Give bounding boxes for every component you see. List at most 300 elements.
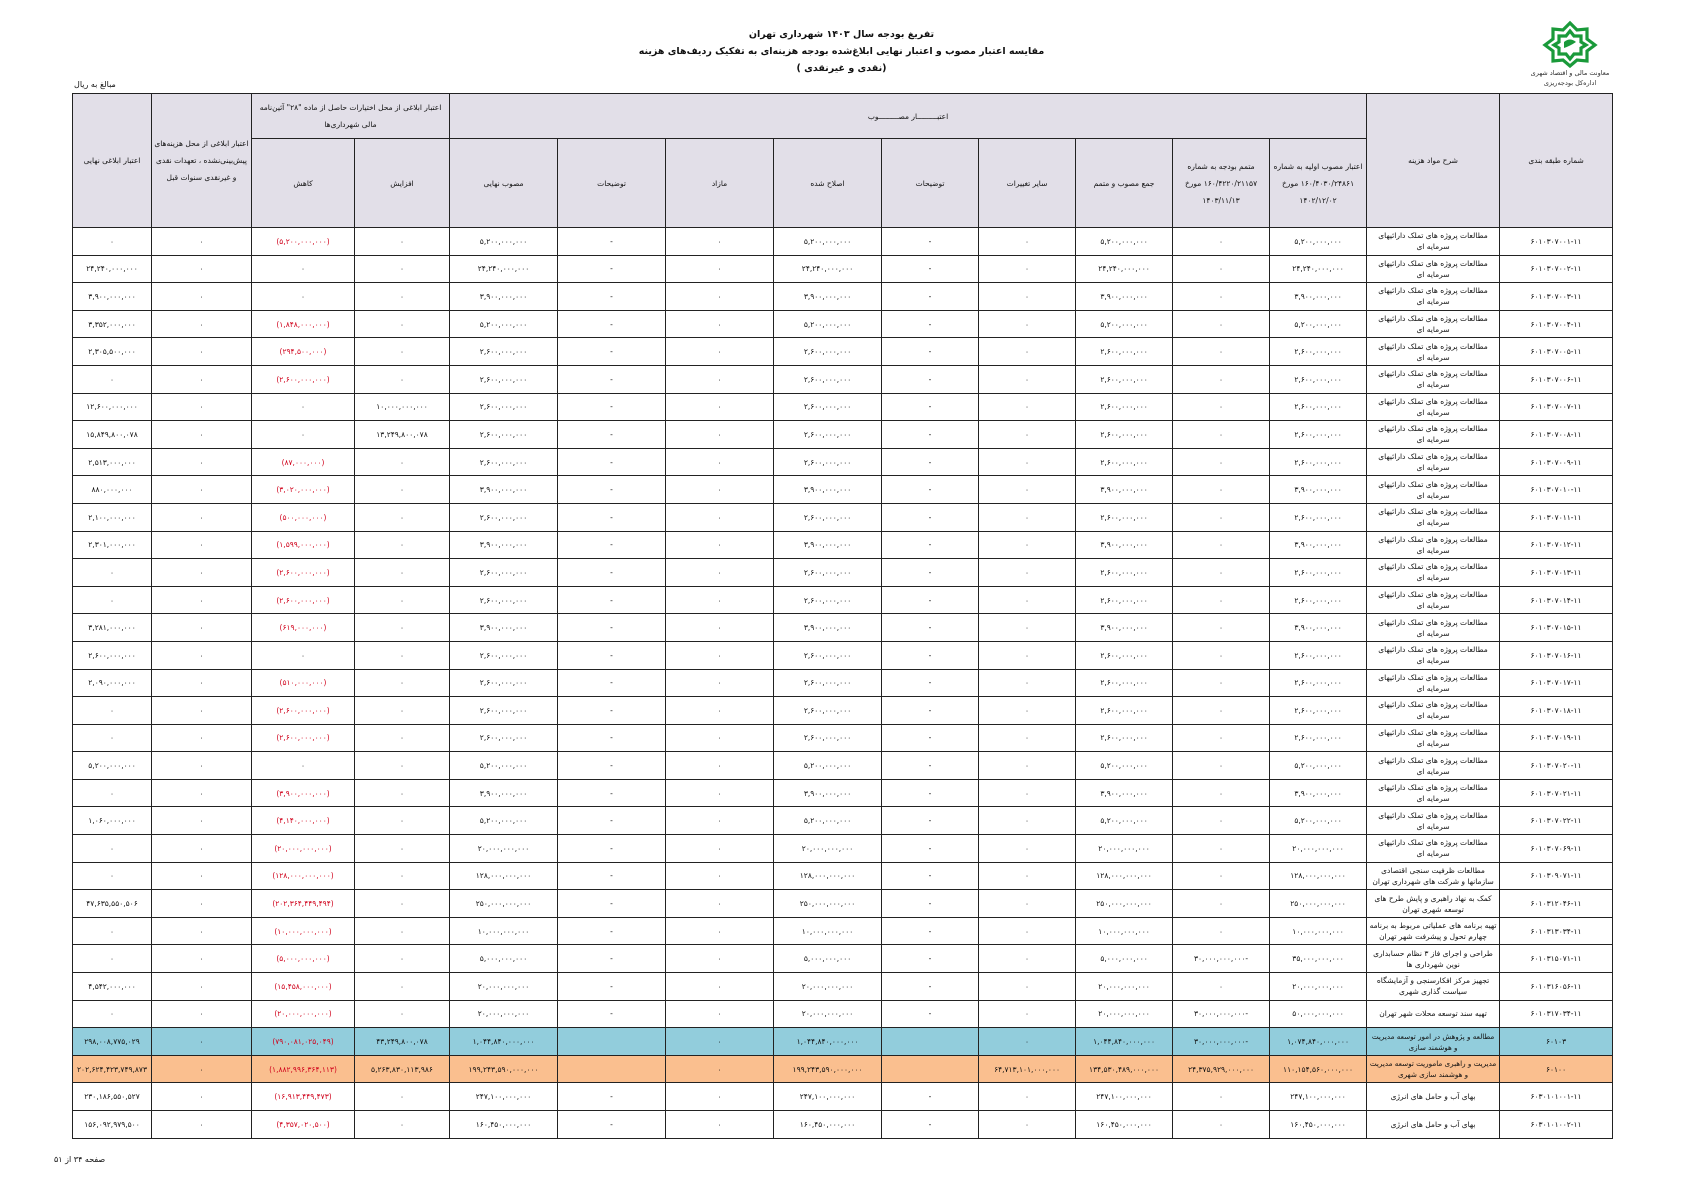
- cell-unforeseen: ۰: [152, 614, 252, 642]
- cell-initial-approved: ۲,۶۰۰,۰۰۰,۰۰۰: [1270, 365, 1367, 393]
- cell-initial-approved: ۱۱۰,۱۵۴,۵۶۰,۰۰۰,۰۰۰: [1270, 1055, 1367, 1083]
- cell-notes-1: -: [882, 448, 979, 476]
- cell-unforeseen: ۰: [152, 973, 252, 1001]
- cell-notes-1: -: [882, 503, 979, 531]
- cell-supplement: ۰: [1173, 586, 1270, 614]
- cell-final-notified: ۲,۳۰۵,۵۰۰,۰۰۰: [73, 338, 152, 366]
- table-row: [73, 1083, 1613, 1111]
- cell-final-approved: ۵,۲۰۰,۰۰۰,۰۰۰: [450, 807, 558, 835]
- cell-initial-approved: ۳,۹۰۰,۰۰۰,۰۰۰: [1270, 614, 1367, 642]
- cell-surplus: ۰: [666, 945, 774, 973]
- cell-final-approved: ۲,۶۰۰,۰۰۰,۰۰۰: [450, 393, 558, 421]
- cell-notes-2: -: [558, 448, 666, 476]
- cell-final-notified: ۰: [73, 228, 152, 256]
- col-sum-approved-supplement: جمع مصوب و متمم: [1076, 139, 1173, 228]
- cell-unforeseen: ۰: [152, 945, 252, 973]
- total-row: [73, 1055, 1613, 1083]
- cell-final-approved: ۲,۶۰۰,۰۰۰,۰۰۰: [450, 697, 558, 725]
- cell-decrease: (۴,۳۵۷,۰۲۰,۵۰۰): [252, 1111, 355, 1139]
- cell-supplement: ۰: [1173, 779, 1270, 807]
- cell-supplement: ۰: [1173, 338, 1270, 366]
- cell-sum: ۲۰,۰۰۰,۰۰۰,۰۰۰: [1076, 835, 1173, 863]
- cell-supplement: ۰: [1173, 228, 1270, 256]
- cell-notes-1: -: [882, 779, 979, 807]
- cell-increase: ۰: [355, 890, 450, 918]
- cell-increase: ۰: [355, 586, 450, 614]
- cell-notes-2: -: [558, 807, 666, 835]
- cell-decrease: (۲۰۲,۳۶۴,۴۴۹,۴۹۴): [252, 890, 355, 918]
- cell-supplement: ۰: [1173, 973, 1270, 1001]
- cell-notes-1: -: [882, 421, 979, 449]
- cell-surplus: ۰: [666, 448, 774, 476]
- cell-code: ۶۰۱۰۳۰۷۰۰۷-۱۱: [1500, 393, 1613, 421]
- cell-surplus: ۰: [666, 559, 774, 587]
- cell-supplement: ۰: [1173, 614, 1270, 642]
- col-decrease: کاهش: [252, 139, 355, 228]
- cell-increase: ۰: [355, 338, 450, 366]
- cell-notes-1: -: [882, 1000, 979, 1028]
- cell-other-changes: ۶۴,۷۱۳,۱۰۱,۰۰۰,۰۰۰: [979, 1055, 1076, 1083]
- cell-unforeseen: ۰: [152, 503, 252, 531]
- cell-code: ۶۰۱۰۳۰۷۰۰۳-۱۱: [1500, 283, 1613, 311]
- cell-decrease: (۳,۹۰۰,۰۰۰,۰۰۰): [252, 779, 355, 807]
- cell-notes-1: -: [882, 393, 979, 421]
- cell-supplement: ۰: [1173, 697, 1270, 725]
- cell-final-notified: ۲,۵۱۳,۰۰۰,۰۰۰: [73, 448, 152, 476]
- cell-final-notified: ۲۳۰,۱۸۶,۵۵۰,۵۲۷: [73, 1083, 152, 1111]
- cell-decrease: (۱۲۸,۰۰۰,۰۰۰,۰۰۰): [252, 862, 355, 890]
- cell-revised: ۲,۶۰۰,۰۰۰,۰۰۰: [774, 365, 882, 393]
- cell-sum: ۱۰,۰۰۰,۰۰۰,۰۰۰: [1076, 917, 1173, 945]
- cell-code: ۶۰۱۰۳۰۷۰۱۸-۱۱: [1500, 697, 1613, 725]
- cell-decrease: ۰: [252, 255, 355, 283]
- cell-final-notified: ۰: [73, 724, 152, 752]
- cell-sum: ۲,۶۰۰,۰۰۰,۰۰۰: [1076, 586, 1173, 614]
- cell-decrease: (۲,۶۰۰,۰۰۰,۰۰۰): [252, 365, 355, 393]
- cell-notes-2: [558, 1028, 666, 1056]
- table-row: [73, 1111, 1613, 1139]
- table-row: [73, 503, 1613, 531]
- cell-initial-approved: ۲,۶۰۰,۰۰۰,۰۰۰: [1270, 641, 1367, 669]
- cell-supplement: -۳۰,۰۰۰,۰۰۰,۰۰۰: [1173, 1000, 1270, 1028]
- cell-surplus: ۰: [666, 724, 774, 752]
- cell-description: مطالعات پروژه های تملک دارائیهای سرمایه ای: [1367, 228, 1500, 256]
- cell-increase: ۰: [355, 531, 450, 559]
- cell-decrease: (۲۰,۰۰۰,۰۰۰,۰۰۰): [252, 835, 355, 863]
- cell-final-notified: ۰: [73, 586, 152, 614]
- cell-revised: ۵,۲۰۰,۰۰۰,۰۰۰: [774, 752, 882, 780]
- cell-final-notified: ۲,۶۰۰,۰۰۰,۰۰۰: [73, 641, 152, 669]
- cell-final-notified: ۲۰۲,۶۲۴,۴۲۳,۷۴۹,۸۷۳: [73, 1055, 152, 1083]
- cell-surplus: ۰: [666, 890, 774, 918]
- cell-description: مطالعات پروژه های تملک دارائیهای سرمایه ای: [1367, 779, 1500, 807]
- cell-decrease: (۵,۲۰۰,۰۰۰,۰۰۰): [252, 228, 355, 256]
- cell-notes-2: -: [558, 752, 666, 780]
- cell-decrease: (۶۱۹,۰۰۰,۰۰۰): [252, 614, 355, 642]
- cell-unforeseen: ۰: [152, 724, 252, 752]
- cell-description: مطالعات پروژه های تملک دارائیهای سرمایه ای: [1367, 531, 1500, 559]
- cell-supplement: ۰: [1173, 448, 1270, 476]
- cell-other-changes: ۰: [979, 1000, 1076, 1028]
- cell-initial-approved: ۳,۹۰۰,۰۰۰,۰۰۰: [1270, 283, 1367, 311]
- cell-surplus: ۰: [666, 1000, 774, 1028]
- cell-notes-2: -: [558, 559, 666, 587]
- cell-final-notified: ۰: [73, 559, 152, 587]
- cell-increase: ۰: [355, 1083, 450, 1111]
- cell-increase: ۰: [355, 752, 450, 780]
- col-increase: افزایش: [355, 139, 450, 228]
- cell-initial-approved: ۲۰,۰۰۰,۰۰۰,۰۰۰: [1270, 835, 1367, 863]
- cell-decrease: (۵,۰۰۰,۰۰۰,۰۰۰): [252, 945, 355, 973]
- cell-initial-approved: ۵,۲۰۰,۰۰۰,۰۰۰: [1270, 228, 1367, 256]
- cell-unforeseen: ۰: [152, 255, 252, 283]
- cell-notes-2: -: [558, 228, 666, 256]
- cell-notes-1: -: [882, 835, 979, 863]
- cell-notes-2: -: [558, 641, 666, 669]
- cell-final-approved: ۳,۹۰۰,۰۰۰,۰۰۰: [450, 283, 558, 311]
- cell-initial-approved: ۲,۶۰۰,۰۰۰,۰۰۰: [1270, 559, 1367, 587]
- cell-notes-1: -: [882, 228, 979, 256]
- cell-supplement: ۰: [1173, 752, 1270, 780]
- cell-increase: ۰: [355, 228, 450, 256]
- table-row: [73, 559, 1613, 587]
- cell-final-notified: ۸۸۰,۰۰۰,۰۰۰: [73, 476, 152, 504]
- cell-notes-1: -: [882, 255, 979, 283]
- cell-initial-approved: ۲,۶۰۰,۰۰۰,۰۰۰: [1270, 448, 1367, 476]
- cell-supplement: ۰: [1173, 862, 1270, 890]
- cell-supplement: ۰: [1173, 255, 1270, 283]
- cell-notes-2: -: [558, 945, 666, 973]
- table-row: [73, 973, 1613, 1001]
- cell-description: مطالعات پروژه های تملک دارائیهای سرمایه ای: [1367, 752, 1500, 780]
- cell-revised: ۲۰,۰۰۰,۰۰۰,۰۰۰: [774, 973, 882, 1001]
- cell-description: مطالعات پروژه های تملک دارائیهای سرمایه ای: [1367, 669, 1500, 697]
- cell-revised: ۲,۶۰۰,۰۰۰,۰۰۰: [774, 586, 882, 614]
- cell-supplement: ۰: [1173, 310, 1270, 338]
- table-row: [73, 835, 1613, 863]
- cell-unforeseen: ۰: [152, 393, 252, 421]
- cell-other-changes: ۰: [979, 614, 1076, 642]
- cell-sum: ۲,۶۰۰,۰۰۰,۰۰۰: [1076, 338, 1173, 366]
- cell-decrease: (۱۰,۰۰۰,۰۰۰,۰۰۰): [252, 917, 355, 945]
- cell-surplus: ۰: [666, 586, 774, 614]
- cell-other-changes: ۰: [979, 476, 1076, 504]
- table-row: [73, 393, 1613, 421]
- cell-surplus: ۰: [666, 917, 774, 945]
- cell-notes-1: -: [882, 283, 979, 311]
- cell-increase: ۰: [355, 917, 450, 945]
- cell-notes-2: -: [558, 1111, 666, 1139]
- table-row: [73, 614, 1613, 642]
- cell-code: ۶۰۱۰۳۰۷۰۰۸-۱۱: [1500, 421, 1613, 449]
- cell-revised: ۲,۶۰۰,۰۰۰,۰۰۰: [774, 448, 882, 476]
- cell-initial-approved: ۱,۰۷۴,۸۴۰,۰۰۰,۰۰۰: [1270, 1028, 1367, 1056]
- cell-sum: ۲,۶۰۰,۰۰۰,۰۰۰: [1076, 365, 1173, 393]
- cell-unforeseen: ۰: [152, 476, 252, 504]
- cell-final-approved: ۲,۶۰۰,۰۰۰,۰۰۰: [450, 641, 558, 669]
- cell-final-approved: ۵,۲۰۰,۰۰۰,۰۰۰: [450, 310, 558, 338]
- cell-code: ۶۰۱۰۳۰۷۰۱۲-۱۱: [1500, 531, 1613, 559]
- cell-notes-2: -: [558, 476, 666, 504]
- col-code: شماره طبقه بندی: [1500, 94, 1613, 228]
- cell-increase: ۰: [355, 945, 450, 973]
- report-title: [0, 26, 1683, 77]
- cell-notes-1: -: [882, 669, 979, 697]
- cell-decrease: (۱,۸۸۲,۹۹۶,۳۶۴,۱۱۳): [252, 1055, 355, 1083]
- cell-notes-2: -: [558, 283, 666, 311]
- cell-sum: ۳,۹۰۰,۰۰۰,۰۰۰: [1076, 779, 1173, 807]
- cell-code: ۶۰۱۰۳۰۷۰۲۱-۱۱: [1500, 779, 1613, 807]
- table-row: [73, 669, 1613, 697]
- table-row: [73, 862, 1613, 890]
- cell-notes-2: -: [558, 917, 666, 945]
- cell-description: مطالعات پروژه های تملک دارائیهای سرمایه ای: [1367, 724, 1500, 752]
- cell-other-changes: ۰: [979, 559, 1076, 587]
- col-supplement: متمم بودجه به شماره ۱۶۰/۴۲۲۰/۲۱۱۵۷ مورخ ۱۴۰۳/۱۱/۱۳: [1173, 139, 1270, 228]
- cell-final-notified: ۴۷,۶۳۵,۵۵۰,۵۰۶: [73, 890, 152, 918]
- cell-other-changes: ۰: [979, 586, 1076, 614]
- cell-initial-approved: ۱۰,۰۰۰,۰۰۰,۰۰۰: [1270, 917, 1367, 945]
- cell-increase: ۰: [355, 614, 450, 642]
- cell-code: ۶۰۱۰۳۰۷۰۱۰-۱۱: [1500, 476, 1613, 504]
- cell-code: ۶۰۱۰۳۰۷۰۰۲-۱۱: [1500, 255, 1613, 283]
- cell-supplement: ۲۴,۳۷۵,۹۲۹,۰۰۰,۰۰۰: [1173, 1055, 1270, 1083]
- cell-sum: ۵,۰۰۰,۰۰۰,۰۰۰: [1076, 945, 1173, 973]
- cell-notes-2: -: [558, 890, 666, 918]
- cell-final-notified: ۴,۵۴۲,۰۰۰,۰۰۰: [73, 973, 152, 1001]
- cell-sum: ۳,۹۰۰,۰۰۰,۰۰۰: [1076, 614, 1173, 642]
- cell-final-approved: ۲,۶۰۰,۰۰۰,۰۰۰: [450, 724, 558, 752]
- cell-decrease: ۰: [252, 283, 355, 311]
- cell-final-approved: ۲۰,۰۰۰,۰۰۰,۰۰۰: [450, 973, 558, 1001]
- cell-unforeseen: ۰: [152, 531, 252, 559]
- cell-revised: ۲,۶۰۰,۰۰۰,۰۰۰: [774, 724, 882, 752]
- cell-code: ۶۰۱۰۳۰۷۰۰۵-۱۱: [1500, 338, 1613, 366]
- cell-notes-2: -: [558, 1000, 666, 1028]
- cell-code: ۶۰۱۰۳۱۵۰۷۱-۱۱: [1500, 945, 1613, 973]
- cell-notes-2: -: [558, 255, 666, 283]
- cell-revised: ۵,۲۰۰,۰۰۰,۰۰۰: [774, 310, 882, 338]
- cell-description: مطالعات پروژه های تملک دارائیهای سرمایه ای: [1367, 283, 1500, 311]
- col-initial-approved: اعتبار مصوب اولیه به شماره ۱۶۰/۴۰۳۰/۲۴۸۶۱ مورخ ۱۴۰۲/۱۲/۰۲: [1270, 139, 1367, 228]
- cell-supplement: ۰: [1173, 835, 1270, 863]
- cell-code: ۶۰۱۰۰: [1500, 1055, 1613, 1083]
- cell-final-approved: ۱,۰۴۴,۸۴۰,۰۰۰,۰۰۰: [450, 1028, 558, 1056]
- table-row: [73, 890, 1613, 918]
- cell-final-notified: ۰: [73, 862, 152, 890]
- cell-sum: ۲,۶۰۰,۰۰۰,۰۰۰: [1076, 448, 1173, 476]
- cell-notes-2: -: [558, 779, 666, 807]
- cell-increase: ۰: [355, 807, 450, 835]
- cell-decrease: ۰: [252, 641, 355, 669]
- cell-sum: ۲,۶۰۰,۰۰۰,۰۰۰: [1076, 503, 1173, 531]
- cell-sum: ۳,۹۰۰,۰۰۰,۰۰۰: [1076, 283, 1173, 311]
- cell-sum: ۲,۶۰۰,۰۰۰,۰۰۰: [1076, 559, 1173, 587]
- cell-increase: ۰: [355, 1111, 450, 1139]
- cell-surplus: ۰: [666, 283, 774, 311]
- cell-supplement: ۰: [1173, 890, 1270, 918]
- cell-notes-1: -: [882, 862, 979, 890]
- cell-unforeseen: ۰: [152, 641, 252, 669]
- cell-revised: ۱۹۹,۲۴۳,۵۹۰,۰۰۰,۰۰۰: [774, 1055, 882, 1083]
- cell-description: مطالعات ظرفیت سنجی اقتصادی سازمانها و شرکت های شهرداری تهران: [1367, 862, 1500, 890]
- table-row: [73, 476, 1613, 504]
- cell-notes-2: -: [558, 862, 666, 890]
- cell-code: ۶۰۱۰۳۱۲۰۴۶-۱۱: [1500, 890, 1613, 918]
- cell-initial-approved: ۵,۲۰۰,۰۰۰,۰۰۰: [1270, 310, 1367, 338]
- cell-final-notified: ۰: [73, 779, 152, 807]
- cell-code: ۶۰۳۰۱۰۱۰۰۱-۱۱: [1500, 1083, 1613, 1111]
- cell-increase: ۰: [355, 641, 450, 669]
- cell-other-changes: ۰: [979, 973, 1076, 1001]
- cell-surplus: ۰: [666, 310, 774, 338]
- cell-decrease: (۱۶,۹۱۳,۴۴۹,۴۷۳): [252, 1083, 355, 1111]
- cell-notes-2: -: [558, 669, 666, 697]
- cell-sum: ۵,۲۰۰,۰۰۰,۰۰۰: [1076, 310, 1173, 338]
- cell-increase: ۱۳,۲۴۹,۸۰۰,۰۷۸: [355, 421, 450, 449]
- table-row: [73, 1000, 1613, 1028]
- cell-final-approved: ۲۰,۰۰۰,۰۰۰,۰۰۰: [450, 835, 558, 863]
- cell-notes-1: -: [882, 365, 979, 393]
- title-line-3: (نقدی و غیرنقدی ): [796, 63, 887, 74]
- cell-final-approved: ۳,۹۰۰,۰۰۰,۰۰۰: [450, 779, 558, 807]
- cell-description: مطالعات پروژه های تملک دارائیهای سرمایه ای: [1367, 255, 1500, 283]
- cell-initial-approved: ۵۰,۰۰۰,۰۰۰,۰۰۰: [1270, 1000, 1367, 1028]
- cell-surplus: ۰: [666, 421, 774, 449]
- cell-final-notified: ۰: [73, 945, 152, 973]
- cell-final-notified: ۲,۰۹۰,۰۰۰,۰۰۰: [73, 669, 152, 697]
- cell-description: مطالعات پروژه های تملک دارائیهای سرمایه ای: [1367, 559, 1500, 587]
- cell-final-approved: ۲,۶۰۰,۰۰۰,۰۰۰: [450, 669, 558, 697]
- cell-notes-1: -: [882, 531, 979, 559]
- cell-revised: ۵,۲۰۰,۰۰۰,۰۰۰: [774, 228, 882, 256]
- cell-notes-2: -: [558, 835, 666, 863]
- cell-increase: ۰: [355, 835, 450, 863]
- cell-other-changes: ۰: [979, 1028, 1076, 1056]
- cell-other-changes: ۰: [979, 835, 1076, 863]
- cell-description: مدیریت و راهبری ماموریت توسعه مدیریت و هوشمند سازی شهری: [1367, 1055, 1500, 1083]
- cell-surplus: ۰: [666, 1028, 774, 1056]
- cell-unforeseen: ۰: [152, 890, 252, 918]
- col-group-approved: اعتبـــــــــار مصـــــــــوب: [450, 94, 1367, 139]
- cell-sum: ۲۰,۰۰۰,۰۰۰,۰۰۰: [1076, 1000, 1173, 1028]
- cell-supplement: -۳۰,۰۰۰,۰۰۰,۰۰۰: [1173, 1028, 1270, 1056]
- cell-increase: ۰: [355, 559, 450, 587]
- cell-sum: ۲,۶۰۰,۰۰۰,۰۰۰: [1076, 421, 1173, 449]
- cell-increase: ۰: [355, 1000, 450, 1028]
- cell-revised: ۲,۶۰۰,۰۰۰,۰۰۰: [774, 641, 882, 669]
- cell-initial-approved: ۲۰,۰۰۰,۰۰۰,۰۰۰: [1270, 973, 1367, 1001]
- cell-sum: ۵,۲۰۰,۰۰۰,۰۰۰: [1076, 807, 1173, 835]
- cell-sum: ۲۵۰,۰۰۰,۰۰۰,۰۰۰: [1076, 890, 1173, 918]
- cell-final-approved: ۲,۶۰۰,۰۰۰,۰۰۰: [450, 586, 558, 614]
- cell-surplus: ۰: [666, 614, 774, 642]
- cell-final-approved: ۳,۹۰۰,۰۰۰,۰۰۰: [450, 476, 558, 504]
- cell-unforeseen: ۰: [152, 752, 252, 780]
- cell-unforeseen: ۰: [152, 835, 252, 863]
- cell-supplement: ۰: [1173, 283, 1270, 311]
- cell-initial-approved: ۲,۶۰۰,۰۰۰,۰۰۰: [1270, 697, 1367, 725]
- cell-revised: ۳,۹۰۰,۰۰۰,۰۰۰: [774, 614, 882, 642]
- table-row: [73, 917, 1613, 945]
- cell-final-approved: ۱۲۸,۰۰۰,۰۰۰,۰۰۰: [450, 862, 558, 890]
- cell-sum: ۳,۹۰۰,۰۰۰,۰۰۰: [1076, 476, 1173, 504]
- cell-final-notified: ۰: [73, 1000, 152, 1028]
- cell-sum: ۳,۹۰۰,۰۰۰,۰۰۰: [1076, 531, 1173, 559]
- cell-surplus: ۰: [666, 365, 774, 393]
- cell-code: ۶۰۱۰۳۰۷۰۰۱-۱۱: [1500, 228, 1613, 256]
- cell-unforeseen: ۰: [152, 1055, 252, 1083]
- cell-revised: ۲۰,۰۰۰,۰۰۰,۰۰۰: [774, 1000, 882, 1028]
- cell-final-approved: ۲۰,۰۰۰,۰۰۰,۰۰۰: [450, 1000, 558, 1028]
- cell-description: مطالعات پروژه های تملک دارائیهای سرمایه ای: [1367, 807, 1500, 835]
- cell-other-changes: ۰: [979, 421, 1076, 449]
- cell-surplus: ۰: [666, 531, 774, 559]
- cell-final-approved: ۵,۰۰۰,۰۰۰,۰۰۰: [450, 945, 558, 973]
- cell-revised: ۳,۹۰۰,۰۰۰,۰۰۰: [774, 779, 882, 807]
- cell-code: ۶۰۱۰۳۱۳۰۳۴-۱۱: [1500, 917, 1613, 945]
- cell-initial-approved: ۱۶۰,۴۵۰,۰۰۰,۰۰۰: [1270, 1111, 1367, 1139]
- cell-surplus: ۰: [666, 503, 774, 531]
- cell-increase: ۰: [355, 310, 450, 338]
- cell-revised: ۱,۰۴۴,۸۴۰,۰۰۰,۰۰۰: [774, 1028, 882, 1056]
- cell-decrease: (۱۵,۴۵۸,۰۰۰,۰۰۰): [252, 973, 355, 1001]
- cell-other-changes: ۰: [979, 1083, 1076, 1111]
- cell-revised: ۲,۶۰۰,۰۰۰,۰۰۰: [774, 669, 882, 697]
- cell-supplement: ۰: [1173, 917, 1270, 945]
- cell-revised: ۳,۹۰۰,۰۰۰,۰۰۰: [774, 283, 882, 311]
- cell-notes-1: [882, 1028, 979, 1056]
- cell-notes-1: -: [882, 890, 979, 918]
- cell-unforeseen: ۰: [152, 310, 252, 338]
- cell-code: ۶۰۱۰۳۰۷۰۲۲-۱۱: [1500, 807, 1613, 835]
- col-final-approved: مصوب نهایی: [450, 139, 558, 228]
- cell-increase: ۱۰,۰۰۰,۰۰۰,۰۰۰: [355, 393, 450, 421]
- cell-unforeseen: ۰: [152, 1000, 252, 1028]
- table-row: [73, 228, 1613, 256]
- cell-final-notified: ۱۵۶,۰۹۲,۹۷۹,۵۰۰: [73, 1111, 152, 1139]
- cell-decrease: (۷۹۰,۰۸۱,۰۲۵,۰۴۹): [252, 1028, 355, 1056]
- cell-final-notified: ۲,۳۰۱,۰۰۰,۰۰۰: [73, 531, 152, 559]
- cell-other-changes: ۰: [979, 669, 1076, 697]
- cell-increase: ۰: [355, 448, 450, 476]
- cell-description: طراحی و اجرای فاز ۳ نظام حسابداری نوین شهرداری ها: [1367, 945, 1500, 973]
- cell-increase: ۰: [355, 697, 450, 725]
- cell-description: مطالعات پروژه های تملک دارائیهای سرمایه ای: [1367, 586, 1500, 614]
- cell-other-changes: ۰: [979, 890, 1076, 918]
- cell-other-changes: ۰: [979, 752, 1076, 780]
- cell-code: ۶۰۱۰۳۰۷۰۱۳-۱۱: [1500, 559, 1613, 587]
- table-row: [73, 779, 1613, 807]
- cell-unforeseen: ۰: [152, 862, 252, 890]
- cell-initial-approved: ۲,۶۰۰,۰۰۰,۰۰۰: [1270, 586, 1367, 614]
- cell-revised: ۲,۶۰۰,۰۰۰,۰۰۰: [774, 393, 882, 421]
- cell-increase: ۰: [355, 255, 450, 283]
- col-surplus: مازاد: [666, 139, 774, 228]
- cell-supplement: ۰: [1173, 559, 1270, 587]
- cell-other-changes: ۰: [979, 917, 1076, 945]
- col-notes-2: توضیحات: [558, 139, 666, 228]
- cell-notes-2: -: [558, 697, 666, 725]
- budget-table: [72, 93, 1613, 1139]
- cell-notes-2: -: [558, 1083, 666, 1111]
- table-row: [73, 807, 1613, 835]
- page-number: صفحه ۳۴ از ۵۱: [54, 1155, 106, 1164]
- cell-final-approved: ۲,۶۰۰,۰۰۰,۰۰۰: [450, 338, 558, 366]
- cell-description: مطالعات پروژه های تملک دارائیهای سرمایه ای: [1367, 421, 1500, 449]
- table-row: [73, 641, 1613, 669]
- cell-supplement: ۰: [1173, 807, 1270, 835]
